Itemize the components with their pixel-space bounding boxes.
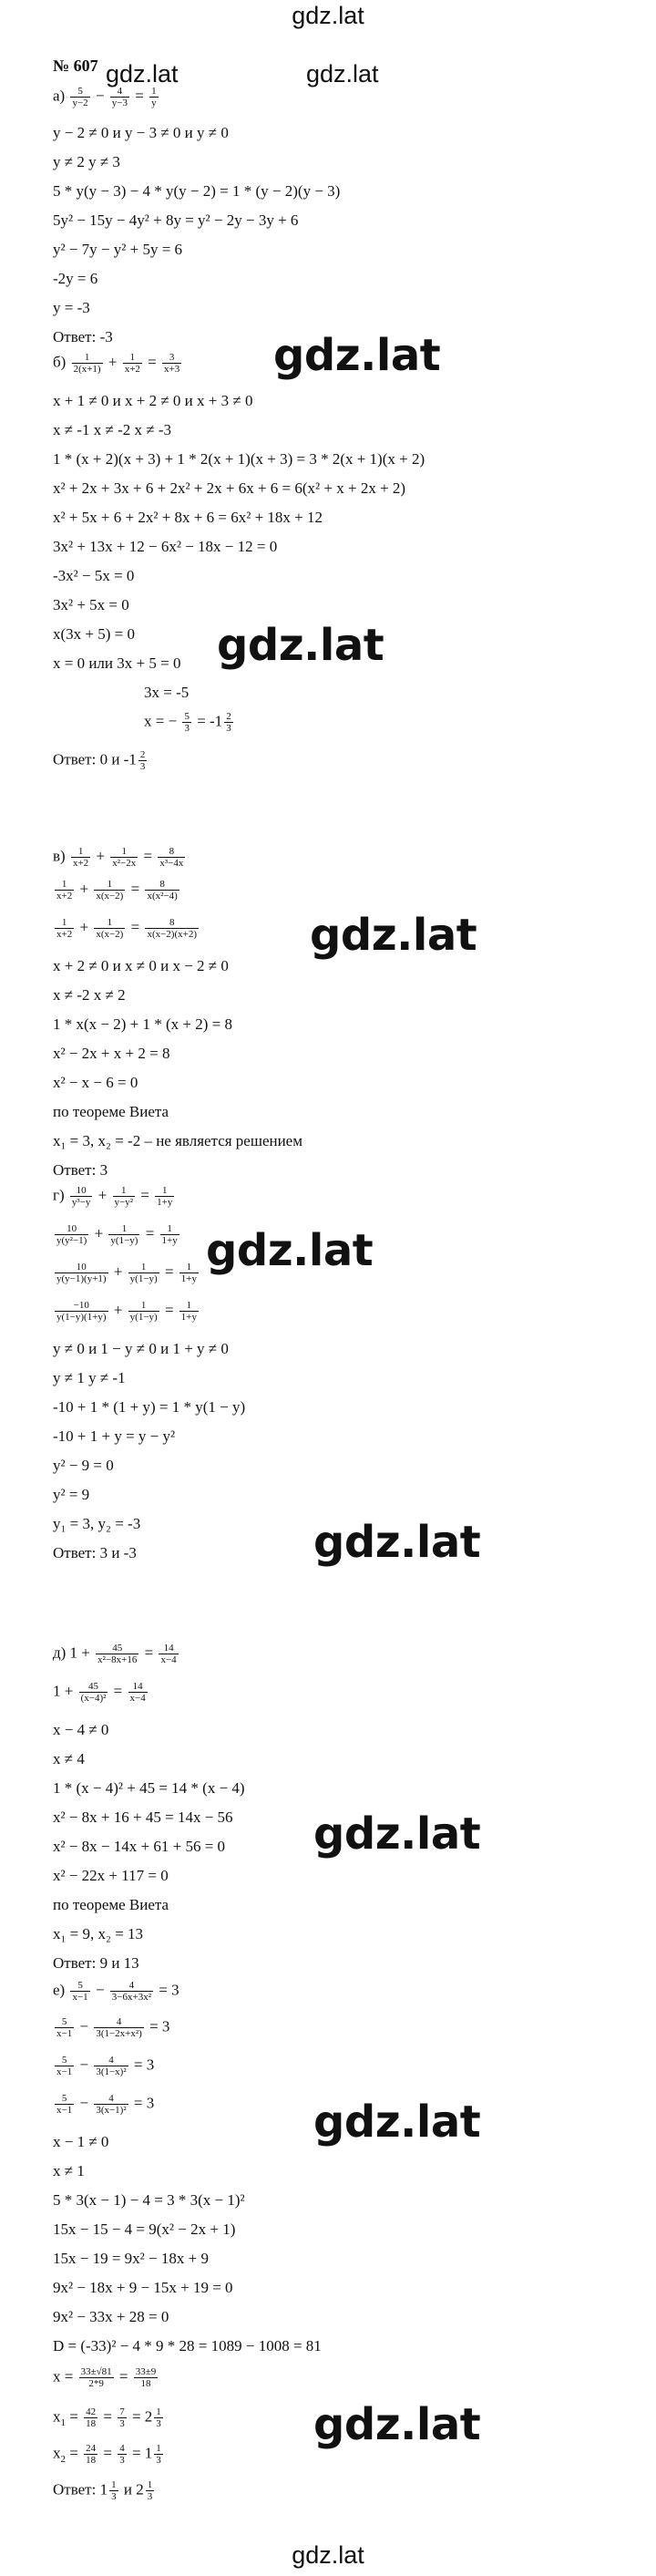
watermark-bottom: gdz.lat bbox=[292, 2541, 364, 2569]
text-line: 15x − 19 = 9x² − 18x + 9 bbox=[53, 2250, 209, 2267]
equation-line: $\frac{5}{x-1}$ − $\frac{4}{\text{3(1−2x+x²)}}$ = 3 bbox=[56, 2016, 170, 2039]
text-line: 5 * 3(x − 1) − 4 = 3 * 3(x − 1)² bbox=[53, 2191, 245, 2209]
text-line: x ≠ -2 x ≠ 2 bbox=[53, 986, 126, 1004]
text-line: x₁ = 3, x₂ = -2 – не является решением bbox=[53, 1132, 302, 1149]
text-line: x − 1 ≠ 0 bbox=[53, 2133, 109, 2150]
text-line: y² = 9 bbox=[53, 1486, 90, 1503]
text-line: y − 2 ≠ 0 и y − 3 ≠ 0 и y ≠ 0 bbox=[53, 124, 229, 141]
watermark-small: gdz.lat bbox=[306, 60, 379, 88]
text-line: по теореме Виета bbox=[53, 1896, 169, 1913]
text-line: x − 4 ≠ 0 bbox=[53, 1721, 109, 1738]
equation-line: 1 + $\frac{45}{\text{(x−4)²}}$ = $\frac{14}{x-4}$ bbox=[53, 1681, 146, 1704]
text-line: -3x² − 5x = 0 bbox=[53, 567, 135, 584]
text-line: D = (-33)² − 4 * 9 * 28 = 1089 − 1008 = 81 bbox=[53, 2337, 322, 2354]
equation-line: $\frac{5}{x-1}$ − $\frac{4}{\text{3(x−1)²}}$ = 3 bbox=[56, 2093, 155, 2116]
equation-line: $\frac{1}{x+2}$ + $\frac{1}{x(x-2)}$ = $\frac{8}{\text{x(x²−4)}}$ bbox=[56, 879, 178, 902]
text-line: x² − 8x − 14x + 61 + 56 = 0 bbox=[53, 1838, 226, 1855]
watermark-big: gdz.lat bbox=[313, 2399, 481, 2450]
text-line: 1 * x(x − 2) + 1 * (x + 2) = 8 bbox=[53, 1015, 232, 1033]
equation-line: $\frac{1}{x+2}$ + $\frac{1}{x(x-2)}$ = $\frac{8}{x(x-2)(x+2)}$ bbox=[56, 917, 197, 940]
equation-line: $x_2$ = $\frac{24}{18}$ = $\frac{4}{3}$ = 1 $\frac{1}{3}$ bbox=[53, 2443, 161, 2466]
watermark-big: gdz.lat bbox=[273, 330, 441, 381]
equation-line: б) $\frac{1}{2(x+1)}$ + $\frac{1}{x+2}$ = $\frac{3}{x+3}$ bbox=[53, 352, 180, 375]
watermark-top: gdz.lat bbox=[292, 2, 364, 29]
text-line: x² − 8x + 16 + 45 = 14x − 56 bbox=[53, 1808, 233, 1826]
equation-line: $\frac{-10}{y(1-y)(1+y)}$ + $\frac{1}{y(1-y)}$ = $\frac{1}{1+y}$ bbox=[56, 1300, 197, 1323]
equation-line: x = $\frac{33\pm√81}{2*9}$ = $\frac{33\pm 9}{18}$ bbox=[53, 2366, 157, 2389]
text-line: 3x² + 13x + 12 − 6x² − 18x − 12 = 0 bbox=[53, 538, 278, 555]
text-line: 3x = -5 bbox=[144, 684, 190, 701]
answer-line: Ответ: 9 и 13 bbox=[53, 1954, 139, 1972]
equation-line: е) $\frac{5}{x-1}$ − $\frac{4}{\text{3−6x+3x²}}$ = 3 bbox=[53, 1980, 179, 2003]
text-line: 1 * (x + 2)(x + 3) + 1 * 2(x + 1)(x + 3) = 3 * 2(x + 1)(x + 2) bbox=[53, 450, 425, 468]
watermark-big: gdz.lat bbox=[313, 1517, 481, 1568]
equation-line: x = − $\frac{5}{3}$ = -1 $\frac{2}{3}$ bbox=[144, 711, 231, 734]
text-line: y = -3 bbox=[53, 299, 90, 316]
equation-line: $\frac{10}{\text{y(y²−1)}}$ + $\frac{1}{y(1-y)}$ = $\frac{1}{1+y}$ bbox=[56, 1223, 178, 1246]
equation-line: $\frac{5}{x-1}$ − $\frac{4}{\text{3(1−x)²}}$ = 3 bbox=[56, 2055, 155, 2077]
text-line: x² − 22x + 117 = 0 bbox=[53, 1867, 169, 1884]
text-line: y ≠ 2 y ≠ 3 bbox=[53, 153, 120, 170]
text-line: x + 2 ≠ 0 и x ≠ 0 и x − 2 ≠ 0 bbox=[53, 957, 229, 974]
text-line: 1 * (x − 4)² + 45 = 14 * (x − 4) bbox=[53, 1779, 245, 1797]
text-line: 5 * y(y − 3) − 4 * y(y − 2) = 1 * (y − 2)(y − 3) bbox=[53, 182, 341, 200]
equation-line: г) $\frac{10}{\text{y³−y}}$ + $\frac{1}{\text{y−y²}}$ = $\frac{1}{1+y}$ bbox=[53, 1185, 173, 1208]
equation-line: в) $\frac{1}{x+2}$ + $\frac{1}{\text{x²−2x}}$ = $\frac{8}{\text{x³−4x}}$ bbox=[53, 846, 184, 869]
text-line: y² − 7y − y² + 5y = 6 bbox=[53, 241, 183, 258]
equation-line: $\frac{10}{y(y-1)(y+1)}$ + $\frac{1}{y(1-y)}$ = $\frac{1}{1+y}$ bbox=[56, 1262, 197, 1284]
answer-line: Ответ: 0 и -1 $\frac{2}{3}$ bbox=[53, 749, 146, 772]
text-line: y₁ = 3, y₂ = -3 bbox=[53, 1515, 141, 1532]
watermark-big: gdz.lat bbox=[313, 2097, 481, 2148]
text-line: x₁ = 9, x₂ = 13 bbox=[53, 1925, 144, 1942]
text-line: x² + 5x + 6 + 2x² + 8x + 6 = 6x² + 18x + 12 bbox=[53, 509, 323, 526]
watermark-big: gdz.lat bbox=[217, 620, 384, 671]
text-line: 9x² − 33x + 28 = 0 bbox=[53, 2308, 169, 2325]
text-line: x ≠ 1 bbox=[53, 2162, 85, 2179]
text-line: x = 0 или 3x + 5 = 0 bbox=[53, 654, 181, 672]
text-line: 15x − 15 − 4 = 9(x² − 2x + 1) bbox=[53, 2221, 236, 2238]
equation-line: $x_1$ = $\frac{42}{18}$ = $\frac{7}{3}$ = 2 $\frac{1}{3}$ bbox=[53, 2406, 161, 2429]
text-line: x² − x − 6 = 0 bbox=[53, 1074, 138, 1091]
text-line: x + 1 ≠ 0 и x + 2 ≠ 0 и x + 3 ≠ 0 bbox=[53, 392, 253, 409]
text-line: 9x² − 18x + 9 − 15x + 19 = 0 bbox=[53, 2279, 233, 2296]
text-line: 5y² − 15y − 4y² + 8y = y² − 2y − 3y + 6 bbox=[53, 211, 299, 229]
equation-line: а) $\frac{5}{y-2}$ − $\frac{4}{y-3}$ = $\frac{1}{y}$ bbox=[53, 86, 157, 108]
text-line: -2y = 6 bbox=[53, 270, 98, 287]
text-line: y ≠ 0 и 1 − y ≠ 0 и 1 + y ≠ 0 bbox=[53, 1340, 229, 1357]
watermark-big: gdz.lat bbox=[310, 910, 477, 961]
text-line: -10 + 1 * (1 + y) = 1 * y(1 − y) bbox=[53, 1398, 246, 1416]
text-line: x ≠ 4 bbox=[53, 1750, 85, 1767]
watermark-big: gdz.lat bbox=[313, 1808, 481, 1860]
text-line: y² − 9 = 0 bbox=[53, 1457, 114, 1474]
text-line: x ≠ -1 x ≠ -2 x ≠ -3 bbox=[53, 421, 171, 438]
text-line: x² − 2x + x + 2 = 8 bbox=[53, 1045, 170, 1062]
problem-title: № 607 bbox=[53, 57, 98, 75]
answer-line: Ответ: 1 $\frac{1}{3}$ и 2 $\frac{1}{3}$ bbox=[53, 2479, 153, 2502]
text-line: y ≠ 1 y ≠ -1 bbox=[53, 1369, 126, 1386]
watermark-small: gdz.lat bbox=[106, 60, 179, 88]
answer-line: Ответ: 3 и -3 bbox=[53, 1544, 137, 1561]
watermark-big: gdz.lat bbox=[206, 1225, 374, 1276]
text-line: по теореме Виета bbox=[53, 1103, 169, 1120]
text-line: x(3x + 5) = 0 bbox=[53, 625, 135, 643]
answer-line: Ответ: -3 bbox=[53, 328, 113, 345]
equation-line: д) 1 + $\frac{45}{\text{x²−8x+16}}$ = $\frac{14}{x-4}$ bbox=[53, 1643, 177, 1665]
text-line: 3x² + 5x = 0 bbox=[53, 596, 129, 613]
text-line: -10 + 1 + y = y − y² bbox=[53, 1427, 176, 1445]
answer-line: Ответ: 3 bbox=[53, 1161, 108, 1179]
text-line: x² + 2x + 3x + 6 + 2x² + 2x + 6x + 6 = 6(x² + x + 2x + 2) bbox=[53, 479, 406, 497]
